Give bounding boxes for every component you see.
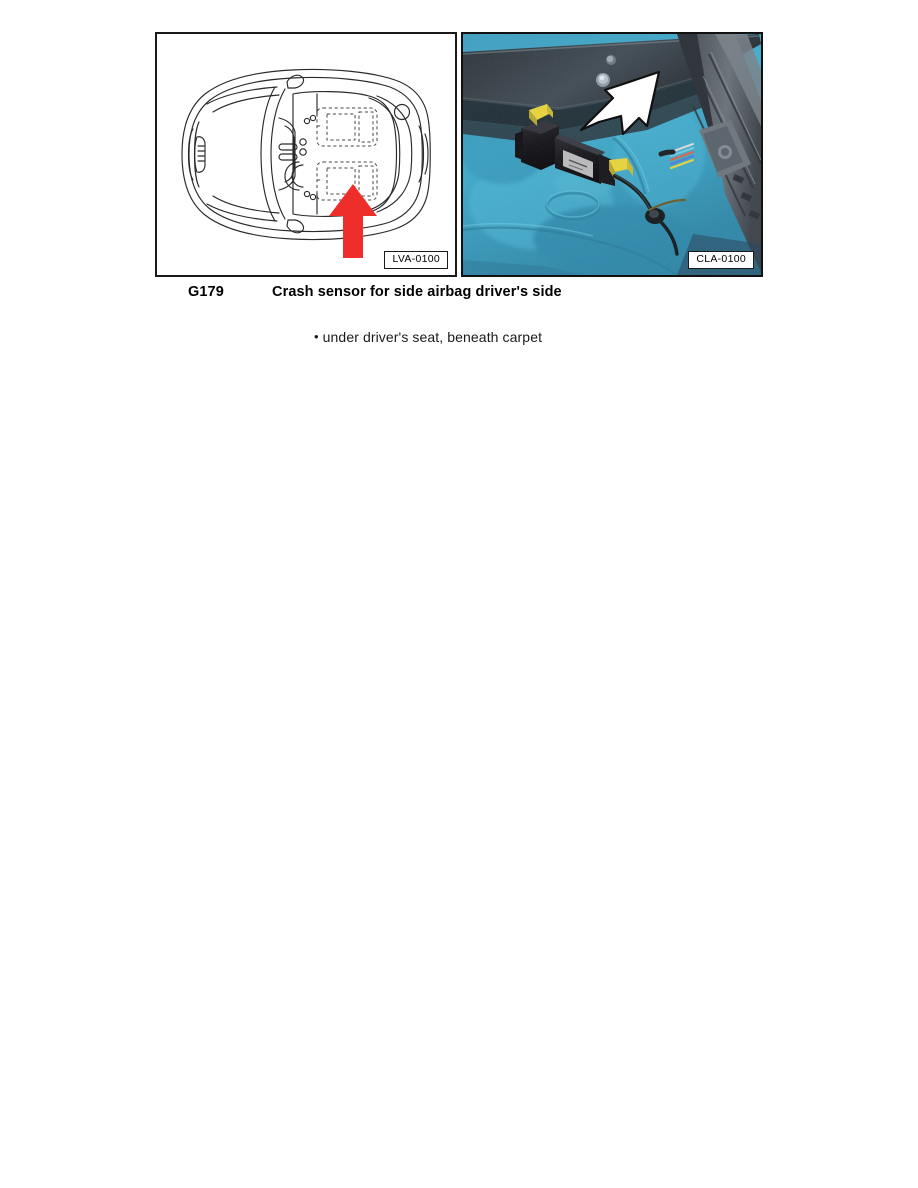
- bullet-icon: •: [314, 329, 319, 344]
- figure-vehicle-diagram: [155, 32, 457, 277]
- figure-code-tag: LVA-0100: [384, 251, 448, 269]
- figure-code-tag: CLA-0100: [688, 251, 754, 269]
- location-note-text: under driver's seat, beneath carpet: [322, 329, 543, 345]
- figure-caption: [155, 284, 795, 304]
- figure-row: [155, 32, 763, 277]
- red-pointer-arrow: [329, 184, 377, 258]
- figure-sensor-photo: [461, 32, 763, 277]
- vehicle-diagram-canvas: [157, 34, 455, 275]
- component-code: G179: [188, 284, 224, 300]
- crash-sensor-photograph: [463, 34, 761, 275]
- vehicle-top-view-drawing: [157, 34, 455, 275]
- location-note: [314, 329, 542, 345]
- component-description: Crash sensor for side airbag driver's side: [272, 284, 562, 300]
- sensor-photo-canvas: [463, 34, 761, 275]
